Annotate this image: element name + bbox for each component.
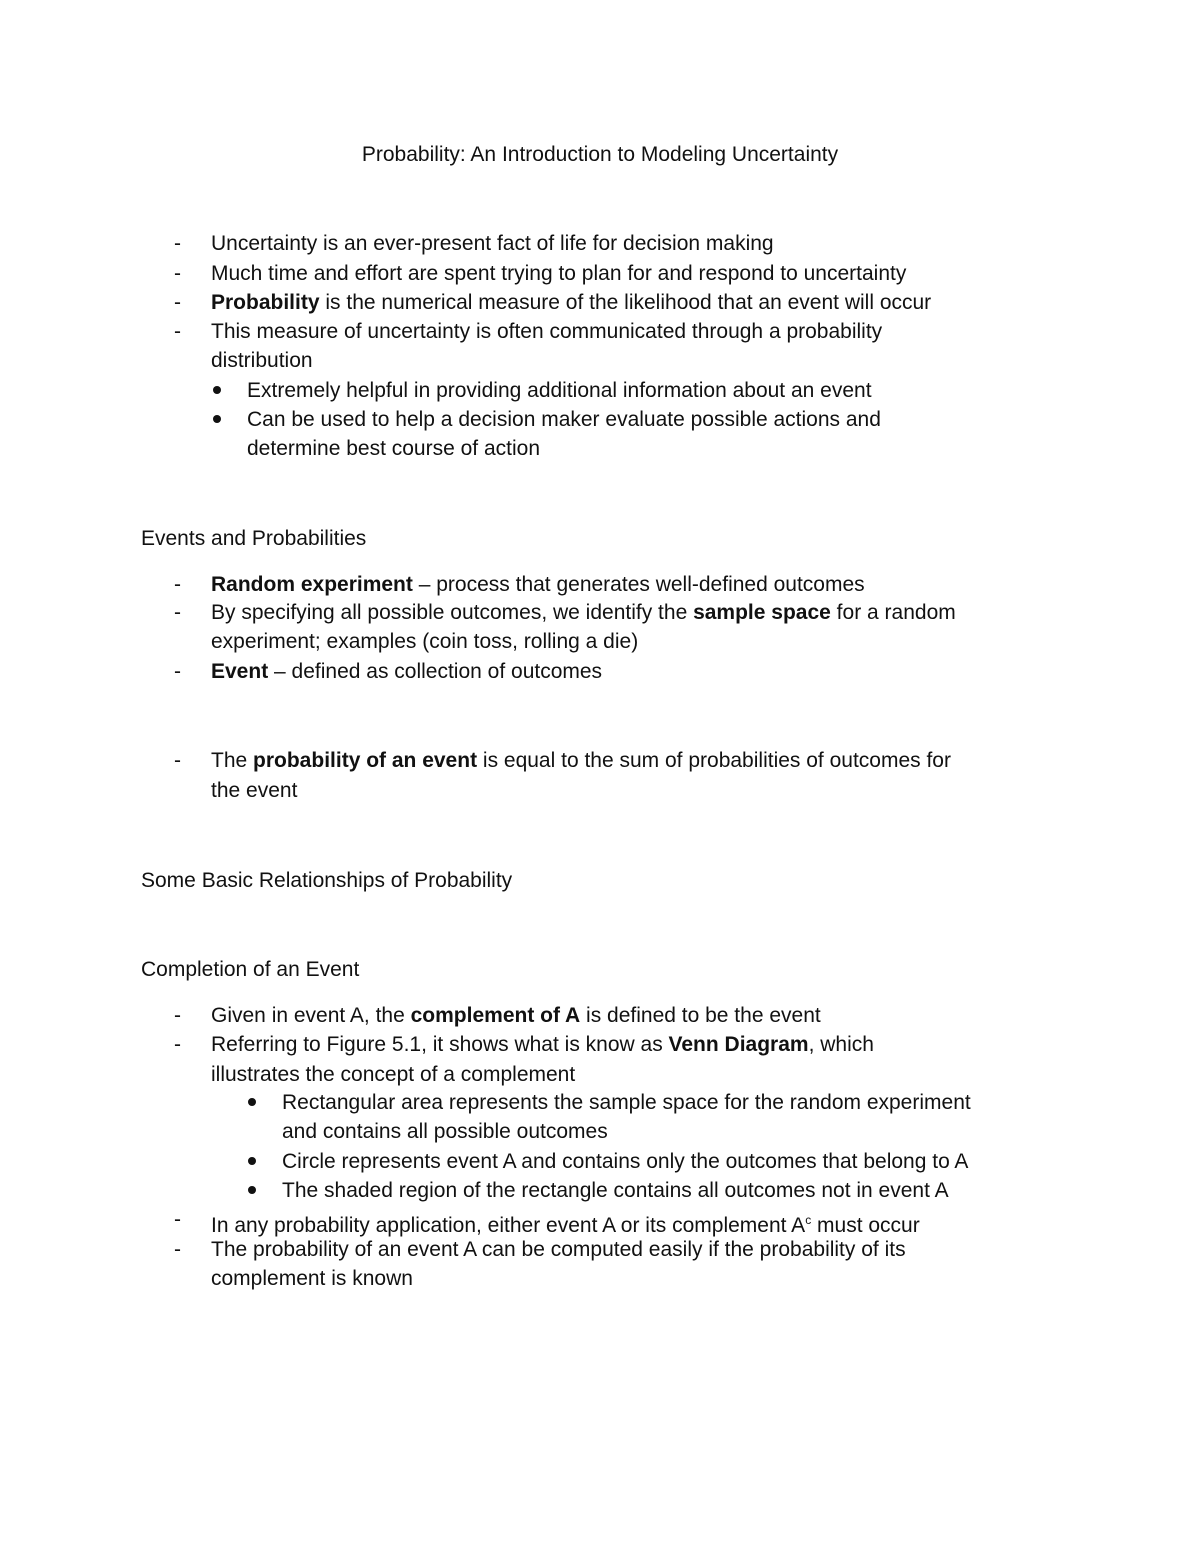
- list-item: Much time and effort are spent trying to plan for and respond to uncertainty: [211, 262, 907, 285]
- sub-list-item: Circle represents event A and contains only the outcomes that belong to A: [282, 1150, 969, 1173]
- list-item: By specifying all possible outcomes, we identify the sample space for a random: [211, 601, 956, 624]
- dash-bullet: -: [174, 291, 181, 314]
- dash-bullet: -: [174, 1033, 181, 1056]
- bold-term: Venn Diagram: [668, 1033, 809, 1056]
- list-item-continuation: distribution: [211, 349, 313, 372]
- list-item: In any probability application, either event A or its complement $A^c$ must occur: [211, 1213, 920, 1237]
- page-title: Probability: An Introduction to Modeling Uncertainty: [361, 143, 839, 166]
- sub-list-item: The shaded region of the rectangle contains all outcomes not in event A: [282, 1179, 949, 1202]
- list-item: Given in event A, the complement of A is defined to be the event: [211, 1004, 821, 1027]
- dot-bullet: [213, 386, 221, 394]
- dot-bullet: [248, 1098, 256, 1106]
- bold-term: complement of A: [410, 1004, 581, 1027]
- list-item-continuation: the event: [211, 779, 298, 802]
- list-item: Event – defined as collection of outcomes: [211, 660, 603, 683]
- dash-bullet: -: [174, 601, 181, 624]
- bold-term: Event: [211, 660, 269, 683]
- superscript: c: [805, 1213, 812, 1227]
- dash-bullet: -: [174, 749, 181, 772]
- list-item-continuation: experiment; examples (coin toss, rolling a die): [211, 630, 639, 653]
- dash-bullet: -: [174, 573, 181, 596]
- list-item-continuation: illustrates the concept of a complement: [211, 1063, 576, 1086]
- list-item-continuation: complement is known: [211, 1267, 413, 1290]
- list-item: The probability of an event A can be computed easily if the probability of its: [211, 1238, 906, 1261]
- dash-bullet: -: [174, 660, 181, 683]
- sub-list-item: Can be used to help a decision maker evaluate possible actions and: [247, 408, 881, 431]
- sub-list-item-continuation: and contains all possible outcomes: [282, 1120, 608, 1143]
- section-heading-events: Events and Probabilities: [141, 527, 367, 550]
- section-heading-basic: Some Basic Relationships of Probability: [141, 869, 513, 892]
- dot-bullet: [213, 415, 221, 423]
- list-item: The probability of an event is equal to the sum of probabilities of outcomes for: [211, 749, 951, 772]
- bold-term: probability of an event: [253, 749, 478, 772]
- list-item: Referring to Figure 5.1, it shows what is know as Venn Diagram, which: [211, 1033, 874, 1056]
- sub-list-item: Extremely helpful in providing additional information about an event: [247, 379, 872, 402]
- bold-term: Random experiment: [211, 573, 413, 596]
- dot-bullet: [248, 1157, 256, 1165]
- dash-bullet: -: [174, 1208, 181, 1231]
- dot-bullet: [248, 1186, 256, 1194]
- list-item: Uncertainty is an ever-present fact of life for decision making: [211, 232, 774, 255]
- dash-bullet: -: [174, 320, 181, 343]
- dash-bullet: -: [174, 1004, 181, 1027]
- list-item: This measure of uncertainty is often communicated through a probability: [211, 320, 883, 343]
- dash-bullet: -: [174, 1238, 181, 1261]
- bold-term: Probability: [211, 291, 320, 314]
- bold-term: sample space: [693, 601, 831, 624]
- dash-bullet: -: [174, 262, 181, 285]
- section-heading-complement: Completion of an Event: [141, 958, 360, 981]
- list-item: Probability is the numerical measure of the likelihood that an event will occur: [211, 291, 932, 314]
- sub-list-item-continuation: determine best course of action: [247, 437, 540, 460]
- dash-bullet: -: [174, 232, 181, 255]
- list-item: Random experiment – process that generates well-defined outcomes: [211, 573, 865, 596]
- sub-list-item: Rectangular area represents the sample space for the random experiment: [282, 1091, 971, 1114]
